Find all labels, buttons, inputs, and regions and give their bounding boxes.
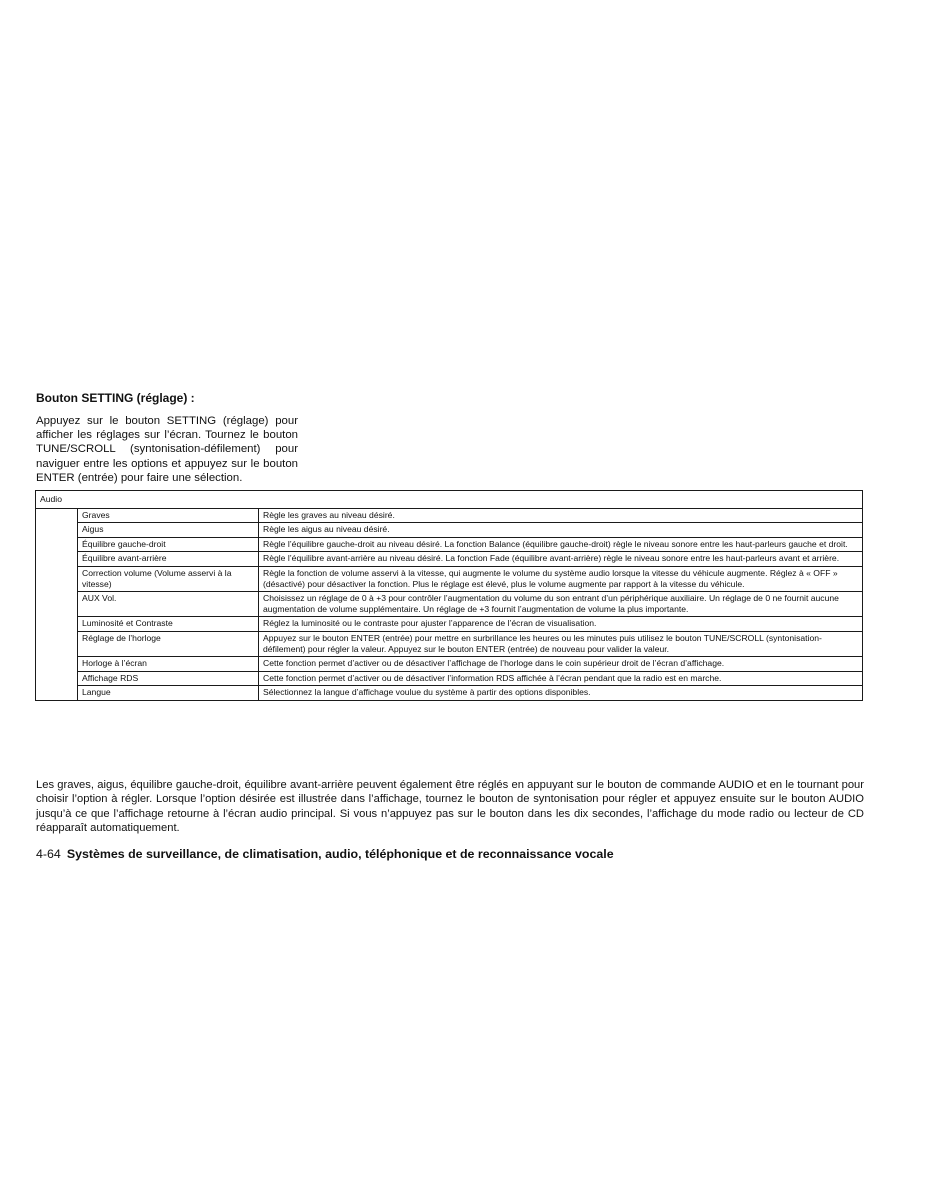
intro-paragraph: Appuyez sur le bouton SETTING (réglage) pour afficher les réglages sur l’écran. Tournez le bouton TUNE/SCROLL (syntonisation-défilement) pour naviguer entre les options et appuyez sur le bouton ENTER (entrée) pour faire une sélection. (36, 415, 298, 484)
audio-settings-table (35, 490, 863, 701)
table-row (36, 552, 863, 567)
page-number: 4-64 (36, 847, 61, 861)
setting-name: Graves (78, 508, 259, 523)
setting-description: Règle les graves au niveau désiré. (259, 508, 863, 523)
setting-description: Règle l’équilibre gauche-droit au niveau désiré. La fonction Balance (équilibre gauche-droit) règle le niveau sonore entre les haut-parleurs gauche et droit. (259, 537, 863, 552)
setting-description: Cette fonction permet d’activer ou de désactiver l’information RDS affichée à l’écran pendant que la radio est en marche. (259, 671, 863, 686)
setting-description: Règle l’équilibre avant-arrière au niveau désiré. La fonction Fade (équilibre avant-arrière) règle le niveau sonore entre les haut-parleurs avant et arrière. (259, 552, 863, 567)
table-row (36, 566, 863, 591)
table-row (36, 686, 863, 701)
setting-description: Règle les aigus au niveau désiré. (259, 523, 863, 538)
table-row (36, 592, 863, 617)
setting-description: Règle la fonction de volume asservi à la vitesse, qui augmente le volume du système audio lorsque la vitesse du véhicule augmente. Réglez à « OFF » (désactivé) pour désactiver la fonction. Plus le réglage est élevé, plus le volume augmente par rapport à la vitesse du véhicule. (259, 566, 863, 591)
table-row (36, 523, 863, 538)
table-indent-cell (36, 508, 78, 700)
page-footer (36, 847, 614, 861)
setting-name: Langue (78, 686, 259, 701)
body-paragraph: Les graves, aigus, équilibre gauche-droit, équilibre avant-arrière peuvent également être réglés en appuyant sur le bouton de commande AUDIO et en le tournant pour choisir l’option à régler. Lorsque l’option désirée est illustrée dans l’affichage, tournez le bouton de syntonisation pour régler et appuyez ensuite sur le bouton AUDIO jusqu’à ce que l’affichage retourne à l’écran audio principal. Si vous n’appuyez pas sur le bouton dans les dix secondes, l’affichage du mode radio ou lecteur de CD réapparaît automatiquement. (36, 779, 864, 834)
group-label-audio: Audio (36, 491, 863, 509)
setting-description: Sélectionnez la langue d’affichage voulue du système à partir des options disponibles. (259, 686, 863, 701)
setting-description: Appuyez sur le bouton ENTER (entrée) pour mettre en surbrillance les heures ou les minutes puis utilisez le bouton TUNE/SCROLL (syntonisation-défilement) pour régler la valeur. Appuyez sur le bouton ENTER (entrée) de nouveau pour valider la valeur. (259, 631, 863, 656)
table-row (36, 508, 863, 523)
setting-description: Cette fonction permet d’activer ou de désactiver l’affichage de l’horloge dans le coin supérieur droit de l’écran d’affichage. (259, 657, 863, 672)
setting-description: Réglez la luminosité ou le contraste pour ajuster l’apparence de l’écran de visualisation. (259, 617, 863, 632)
table-group-row (36, 491, 863, 509)
setting-name: Luminosité et Contraste (78, 617, 259, 632)
table-row (36, 631, 863, 656)
setting-name: Aigus (78, 523, 259, 538)
setting-name: Correction volume (Volume asservi à la vitesse) (78, 566, 259, 591)
section-heading: Bouton SETTING (réglage) : (36, 391, 195, 405)
setting-name: Équilibre gauche-droit (78, 537, 259, 552)
table-row (36, 537, 863, 552)
setting-name: Affichage RDS (78, 671, 259, 686)
table-row (36, 657, 863, 672)
chapter-title: Systèmes de surveillance, de climatisation, audio, téléphonique et de reconnaissance vocale (66, 847, 614, 861)
setting-description: Choisissez un réglage de 0 à +3 pour contrôler l’augmentation du volume du son entrant d’un périphérique auxiliaire. Un réglage de 0 ne fournit aucune augmentation de volume supplémentaire. Un réglage de +3 fournit l’augmentation de volume la plus importante. (259, 592, 863, 617)
table-row (36, 617, 863, 632)
setting-name: Horloge à l’écran (78, 657, 259, 672)
setting-name: AUX Vol. (78, 592, 259, 617)
setting-name: Réglage de l’horloge (78, 631, 259, 656)
table-row (36, 671, 863, 686)
setting-name: Équilibre avant-arrière (78, 552, 259, 567)
